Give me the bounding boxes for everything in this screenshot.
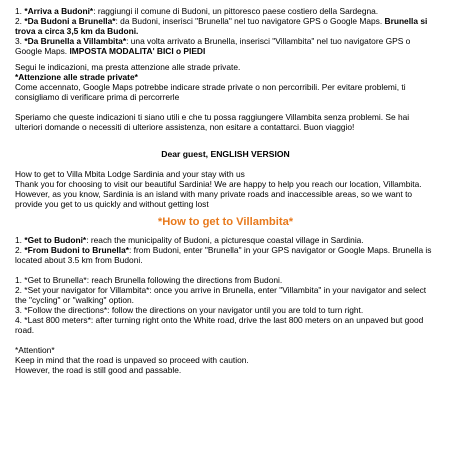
en-attention-line-1: Keep in mind that the road is unpaved so proceed with caution. <box>15 355 249 365</box>
it-follow-text: Segui le indicazioni, ma presta attenzione alle strade private. <box>15 62 241 72</box>
en-attention-title: *Attention* <box>15 345 55 355</box>
en-b-step-2: 2. *Set your navigator for Villambita*: once you arrive in Brunella, enter "Villambita" in your navigator and select the "cycling" or "walking" option. <box>15 285 427 305</box>
it-closing-text: Speriamo che queste indicazioni ti siano utili e che tu possa raggiungere Villambita senza problemi. Se hai ulteriori domande o necessiti di ulteriore assistenza, non esitare a contattarci. Buon viaggio! <box>15 112 410 132</box>
it-attention-text: Come accennato, Google Maps potrebbe indicare strade private o non percorribili. Per evitare problemi, ti consigliamo di verificare prima di percorrerle <box>15 82 406 102</box>
en-b-step-1: 1. *Get to Brunella*: reach Brunella following the directions from Budoni. <box>15 275 283 285</box>
en-b-step-3: 3. *Follow the directions*: follow the directions on your navigator until you are told to turn right. <box>15 305 364 315</box>
it-step-3-title: *Da Brunella a Villambita* <box>24 36 127 46</box>
howto-title: *How to get to Villambita* <box>157 216 294 228</box>
en-intro-line-2: Thank you for choosing to visit our beautiful Sardinia! We are happy to help you reach our location, Villambita. <box>15 179 422 189</box>
en-step-1: 1. *Get to Budoni*: reach the municipality of Budoni, a picturesque coastal village in Sardinia. <box>15 235 364 245</box>
it-step-1: 1. *Arriva a Budoni*: raggiungi il comune di Budoni, un pittoresco paese costiero della Sardegna. <box>15 6 379 16</box>
en-step-2: 2. *From Budoni to Brunella*: from Budoni, enter "Brunella" in your GPS navigator or Google Maps. Brunella is located about 3.5 km from Budoni. <box>15 245 432 265</box>
english-header: Dear guest, ENGLISH VERSION <box>161 149 290 159</box>
en-step-2-title: *From Budoni to Brunella* <box>24 245 129 255</box>
it-step-3-mode: IMPOSTA MODALITA' BICI o PIEDI <box>69 46 206 56</box>
en-attention-line-2: However, the road is still good and passable. <box>15 365 182 375</box>
it-attention-title: *Attenzione alle strade private* <box>15 72 138 82</box>
it-step-2: 2. *Da Budoni a Brunella*: da Budoni, inserisci "Brunella" nel tuo navigatore GPS o Google Maps. Brunella si trova a circa 3,5 km da Budoni. <box>15 16 428 36</box>
it-step-2-title: *Da Budoni a Brunella* <box>24 16 116 26</box>
en-step-1-title: *Get to Budoni* <box>24 235 87 245</box>
en-intro-line-3: However, as you know, Sardinia is an island with many private roads and inaccessible areas, so we want to provide you get to us quickly and without getting lost <box>15 189 413 209</box>
en-b-step-4: 4. *Last 800 meters*: after turning right onto the White road, drive the last 800 meters on an unpaved but good road. <box>15 315 424 335</box>
it-step-3: 3. *Da Brunella a Villambita*: una volta arrivato a Brunella, inserisci "Villambita" nel tuo navigatore GPS o Google Maps. IMPOSTA MODALITA' BICI o PIEDI <box>15 36 411 56</box>
it-step-1-title: *Arriva a Budoni* <box>24 6 94 16</box>
en-intro-line-1: How to get to Villa Mbita Lodge Sardinia and your stay with us <box>15 169 245 179</box>
it-step-2-distance: Brunella si trova a circa 3,5 km da Budoni. <box>15 16 428 36</box>
